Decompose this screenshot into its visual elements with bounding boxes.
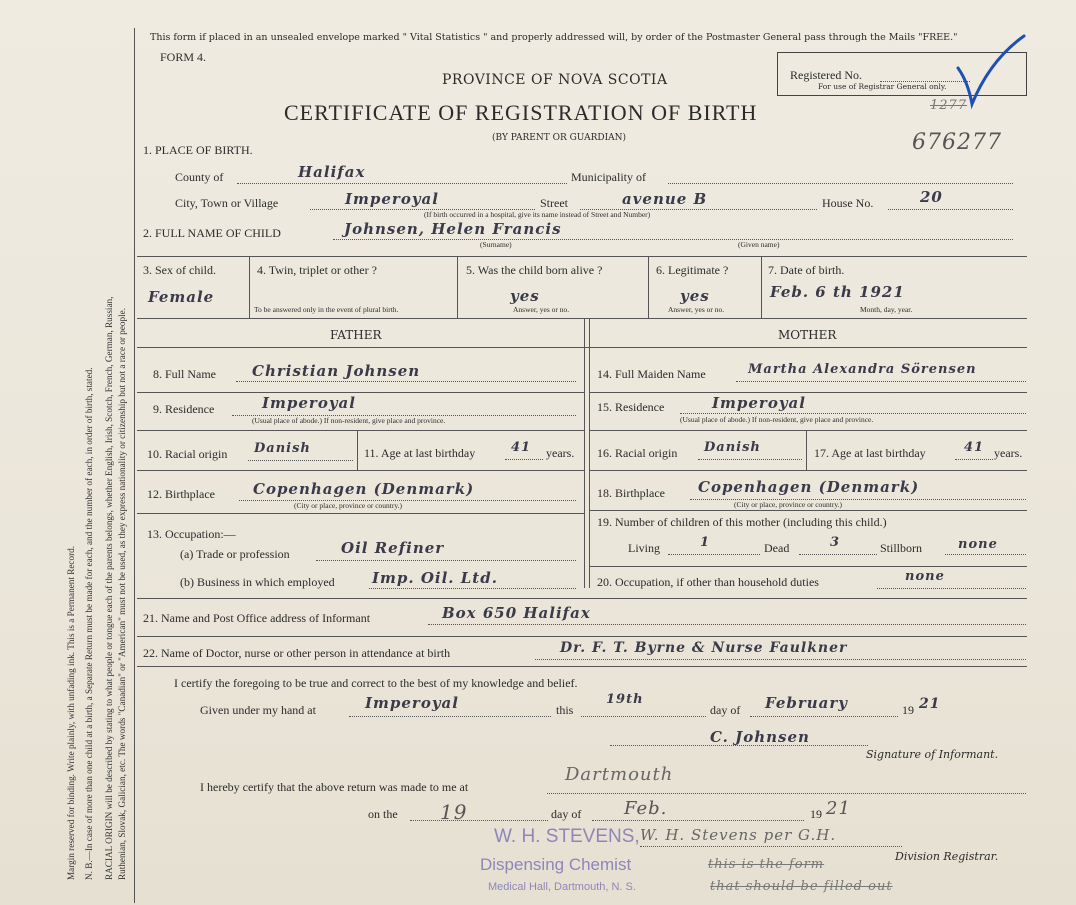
father-name-value: Christian Johnsen: [252, 362, 421, 380]
mother-birthplace-note: (City or place, province or country.): [734, 500, 843, 509]
this-label: this: [556, 703, 574, 717]
registrar-year-prefix: 19: [810, 807, 822, 821]
mother-res-label: 15. Residence: [597, 400, 665, 414]
given-year-value: 21: [919, 696, 941, 712]
registrar-signature: W. H. Stevens per G.H.: [640, 826, 837, 844]
signature-label: Signature of Informant.: [866, 748, 999, 761]
form-number: FORM 4.: [160, 50, 207, 64]
registrar-place-value: Dartmouth: [565, 764, 674, 785]
father-heading: FATHER: [330, 328, 382, 342]
margin-rule: [134, 28, 135, 903]
date-value: Feb. 6 th 1921: [770, 283, 905, 301]
city-value: Imperoyal: [345, 190, 439, 208]
mother-age-value: 41: [964, 440, 985, 455]
mother-birthplace-value: Copenhagen (Denmark): [698, 478, 920, 496]
legit-value: yes: [680, 287, 710, 305]
father-age-value: 41: [511, 440, 532, 455]
informant-value: Box 650 Halifax: [442, 604, 591, 622]
registrar-day-value: 19: [440, 800, 468, 824]
alive-note: Answer, yes or no.: [513, 305, 570, 314]
father-age-label: 11. Age at last birthday: [364, 446, 476, 460]
father-name-label: 8. Full Name: [153, 367, 216, 381]
province-title: PROVINCE OF NOVA SCOTIA: [442, 72, 668, 88]
mother-res-value: Imperoyal: [712, 394, 806, 412]
county-value: Halifax: [298, 163, 366, 181]
alive-value: yes: [510, 287, 540, 305]
mother-living-value: 1: [700, 535, 711, 550]
alive-label: 5. Was the child born alive ?: [466, 263, 603, 277]
reg-number: 676277: [912, 130, 1002, 155]
registrar-day-of-label: day of: [551, 807, 582, 821]
street-value: avenue B: [622, 190, 708, 208]
mother-living-label: Living: [628, 541, 660, 555]
given-place-value: Imperoyal: [365, 694, 459, 712]
note-line-2: that should be filled out: [710, 879, 893, 894]
father-racial-value: Danish: [254, 441, 311, 456]
given-day-value: 19th: [606, 692, 644, 707]
mother-name-value: Martha Alexandra Sörensen: [748, 362, 977, 377]
mother-dead-value: 3: [830, 535, 841, 550]
doctor-value: Dr. F. T. Byrne & Nurse Faulkner: [560, 640, 848, 656]
registrar-title: Division Registrar.: [895, 850, 999, 863]
stamp-name: W. H. STEVENS,: [494, 826, 640, 847]
father-birthplace-value: Copenhagen (Denmark): [253, 480, 475, 498]
mother-occupation-label: 20. Occupation, if other than household duties: [597, 575, 819, 589]
given-year-prefix: 19: [902, 703, 914, 717]
mother-occupation-value: none: [905, 569, 945, 584]
father-business-label: (b) Business in which employed: [180, 575, 335, 589]
mother-name-label: 14. Full Maiden Name: [597, 367, 706, 381]
house-label: House No.: [822, 196, 874, 210]
mother-racial-value: Danish: [704, 440, 761, 455]
registrar-year-value: 21: [826, 798, 851, 819]
municipality-label: Municipality of: [571, 170, 646, 184]
mail-notice: This form if placed in an unsealed envelope marked " Vital Statistics " and properly addressed will, by order of the Postmaster General pass through the Mails "FREE.": [150, 32, 958, 43]
day-of-label: day of: [710, 703, 741, 717]
margin-note-4: Ruthenian, Slovak, Galician, etc. The words "Canadian" or "American" must not be used, as they express nationality or citizenship but not a race or people.: [117, 307, 127, 880]
informant-signature: C. Johnsen: [710, 728, 810, 746]
given-name-note: (Given name): [738, 240, 780, 249]
father-birthplace-label: 12. Birthplace: [147, 487, 215, 501]
city-label: City, Town or Village: [175, 196, 279, 210]
legit-label: 6. Legitimate ?: [656, 263, 729, 277]
informant-label: 21. Name and Post Office address of Informant: [143, 611, 371, 625]
place-of-birth-label: 1. PLACE OF BIRTH.: [143, 143, 253, 157]
margin-note-3: RACIAL ORIGIN will be described by stating to what people or tongue each of the parents belongs, whether English, Irish, Scotch, French, German, Russian,: [104, 296, 114, 880]
house-value: 20: [920, 188, 943, 206]
on-the-label: on the: [368, 807, 398, 821]
doctor-label: 22. Name of Doctor, nurse or other person in attendance at birth: [143, 646, 451, 660]
child-name-label: 2. FULL NAME OF CHILD: [143, 226, 281, 240]
sex-label: 3. Sex of child.: [143, 263, 216, 277]
sex-value: Female: [148, 288, 215, 306]
twin-note: To be answered only in the event of plural birth.: [254, 305, 399, 314]
registered-label: Registered No.: [790, 68, 862, 82]
mother-racial-label: 16. Racial origin: [597, 446, 678, 460]
date-label: 7. Date of birth.: [768, 263, 845, 277]
father-trade-value: Oil Refiner: [341, 539, 445, 557]
mother-birthplace-label: 18. Birthplace: [597, 486, 665, 500]
margin-note-2: N. B.—In case of more than one child at a birth, a Separate Return must be made for each, and the number of each, in order of birth, stated.: [84, 367, 94, 880]
certificate-subtitle: (BY PARENT OR GUARDIAN): [492, 133, 627, 143]
date-note: Month, day, year.: [860, 305, 913, 314]
certify-statement: I certify the foregoing to be true and correct to the best of my knowledge and belief.: [174, 676, 578, 690]
father-years: years.: [546, 446, 575, 460]
mother-children-label: 19. Number of children of this mother (including this child.): [597, 515, 887, 529]
note-line-1: this is the form: [708, 857, 825, 872]
father-business-value: Imp. Oil. Ltd.: [372, 569, 498, 587]
hospital-note: (If birth occurred in a hospital, give its name instead of Street and Number): [424, 210, 651, 219]
father-birthplace-note: (City or place, province or country.): [294, 501, 403, 510]
stamp-address: Medical Hall, Dartmouth, N. S.: [488, 881, 636, 893]
father-trade-label: (a) Trade or profession: [180, 547, 290, 561]
stamp-title: Dispensing Chemist: [480, 855, 632, 874]
father-occupation-label: 13. Occupation:—: [147, 527, 236, 541]
mother-age-label: 17. Age at last birthday: [814, 446, 926, 460]
given-label: Given under my hand at: [200, 703, 316, 717]
father-res-note: (Usual place of abode.) If non-resident, give place and province.: [252, 416, 446, 425]
mother-stillborn-label: Stillborn: [880, 541, 923, 555]
street-label: Street: [540, 196, 568, 210]
twin-label: 4. Twin, triplet or other ?: [257, 263, 377, 277]
father-res-label: 9. Residence: [153, 402, 215, 416]
registrar-statement: I hereby certify that the above return was made to me at: [200, 780, 469, 794]
father-res-value: Imperoyal: [262, 394, 356, 412]
margin-note-1: Margin reserved for binding. Write plainly, with unfading ink. This is a Permanent Record.: [66, 545, 76, 880]
father-racial-label: 10. Racial origin: [147, 447, 228, 461]
mother-res-note: (Usual place of abode.) If non-resident, give place and province.: [680, 415, 874, 424]
certificate-title: CERTIFICATE OF REGISTRATION OF BIRTH: [284, 100, 758, 125]
mother-years: years.: [994, 446, 1023, 460]
struck-reg-number: 1277: [930, 98, 968, 113]
county-label: County of: [175, 170, 224, 184]
given-month-value: February: [765, 694, 849, 712]
surname-note: (Surname): [480, 240, 512, 249]
child-name-value: Johnsen, Helen Francis: [344, 220, 562, 238]
mother-stillborn-value: none: [958, 537, 998, 552]
registered-note: For use of Registrar General only.: [818, 82, 947, 91]
mother-heading: MOTHER: [778, 328, 837, 342]
registrar-month-value: Feb.: [624, 798, 668, 819]
mother-dead-label: Dead: [764, 541, 790, 555]
legit-note: Answer, yes or no.: [668, 305, 725, 314]
